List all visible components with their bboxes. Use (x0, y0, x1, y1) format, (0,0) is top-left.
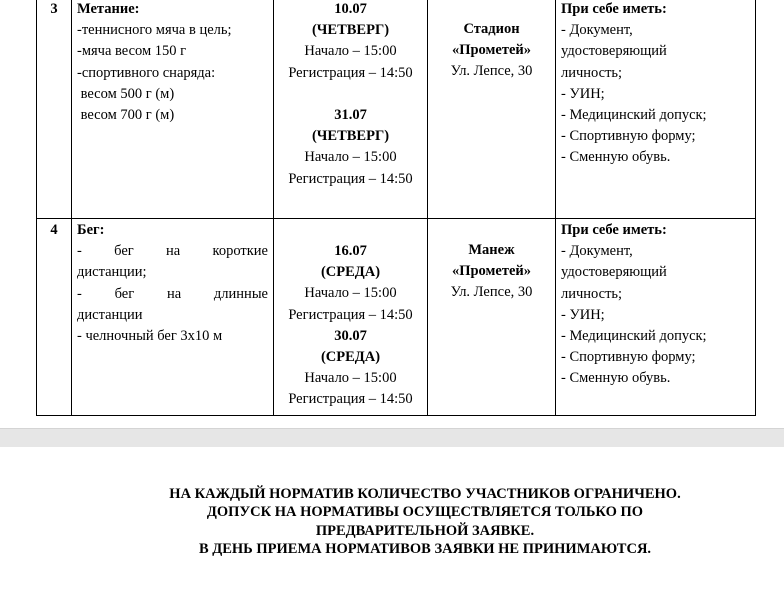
bring-item: удостоверяющий (561, 264, 667, 281)
place-block (433, 220, 550, 304)
page-separator (0, 428, 784, 448)
bring-item: - Сменную обувь. (561, 370, 671, 387)
date-cell (274, 219, 428, 416)
event-title: Метание: (77, 1, 140, 17)
table-row (37, 219, 756, 416)
date-block (279, 220, 422, 411)
row-number: 4 (37, 219, 72, 416)
event-item (77, 284, 268, 305)
notice-line: ДОПУСК НА НОРМАТИВЫ ОСУЩЕСТВЛЯЕТСЯ ТОЛЬКО ПО (206, 504, 644, 521)
session-registration: Регистрация – 14:50 (288, 391, 413, 408)
bring-cell (556, 219, 756, 416)
session-weekday: (СРЕДА) (320, 264, 381, 281)
bring-item: - Спортивную форму; (561, 349, 696, 366)
event-item-word: - (77, 243, 82, 260)
event-item-word: на (166, 285, 182, 302)
bring-item: - Спортивную форму; (561, 128, 696, 145)
row-number: 3 (37, 0, 72, 219)
session-weekday: (ЧЕТВЕРГ) (311, 128, 390, 145)
bring-item: - Медицинский допуск; (561, 107, 707, 124)
place-cell (428, 0, 556, 219)
event-title: Бег: (77, 222, 105, 238)
session-weekday: (ЧЕТВЕРГ) (311, 22, 390, 39)
notice-line: НА КАЖДЫЙ НОРМАТИВ КОЛИЧЕСТВО УЧАСТНИКОВ ОГРАНИЧЕНО. (169, 486, 681, 502)
place-name-quoted: «Прометей» (451, 263, 532, 280)
event-item: весом 500 г (м) (77, 85, 175, 102)
event-item-word: короткие (212, 243, 268, 260)
bring-cell (556, 0, 756, 219)
place-name-quoted: «Прометей» (451, 42, 532, 59)
bring-item: - УИН; (561, 85, 605, 102)
place-address: Ул. Лепсе, 30 (450, 284, 533, 301)
event-item: весом 700 г (м) (77, 107, 175, 124)
bring-item: - УИН; (561, 306, 605, 323)
document-page-bottom (0, 447, 784, 606)
session-date: 30.07 (334, 327, 367, 344)
session-date: 16.07 (334, 243, 367, 259)
bring-item: личность; (561, 64, 623, 81)
date-cell (274, 0, 428, 219)
event-cell (72, 0, 274, 219)
event-item-word: длинные (213, 285, 268, 302)
bring-item: - Документ, (561, 243, 633, 260)
notice-text (120, 485, 730, 559)
session-registration: Регистрация – 14:50 (288, 306, 413, 323)
session-start: Начало – 15:00 (304, 370, 397, 387)
event-item: дистанции (77, 306, 143, 323)
session-date: 31.07 (334, 107, 367, 123)
place-cell (428, 219, 556, 416)
event-item-word: на (166, 243, 181, 260)
notice-line: В ДЕНЬ ПРИЕМА НОРМАТИВОВ ЗАЯВКИ НЕ ПРИНИМАЮТСЯ. (198, 541, 652, 558)
place-block (433, 0, 550, 83)
session-start: Начало – 15:00 (304, 285, 397, 302)
notice-line: ПРЕДВАРИТЕЛЬНОЙ ЗАЯВКЕ. (315, 522, 535, 539)
event-item: дистанции; (77, 264, 147, 281)
event-item: - челночный бег 3х10 м (77, 328, 223, 345)
bring-item: - Документ, (561, 22, 633, 39)
event-item-word: бег (114, 285, 135, 302)
session-date: 10.07 (334, 1, 367, 17)
event-cell (72, 219, 274, 416)
session-registration: Регистрация – 14:50 (288, 64, 413, 81)
spacer (279, 84, 422, 105)
bring-item: личность; (561, 285, 623, 302)
event-item: -спортивного снаряда: (77, 64, 216, 81)
place-name: Стадион (463, 21, 520, 37)
event-item: -мяча весом 150 г (77, 43, 187, 60)
session-start: Начало – 15:00 (304, 149, 397, 166)
bring-item: удостоверяющий (561, 43, 667, 60)
event-item-word: бег (114, 243, 134, 260)
table-row (37, 0, 756, 219)
event-item (77, 241, 268, 262)
event-item: -теннисного мяча в цель; (77, 22, 232, 39)
bring-title: При себе иметь: (561, 1, 667, 17)
session-weekday: (СРЕДА) (320, 349, 381, 366)
event-item-word: - (77, 285, 82, 302)
session-registration: Регистрация – 14:50 (288, 170, 413, 187)
bring-item: - Сменную обувь. (561, 149, 671, 166)
bring-item: - Медицинский допуск; (561, 328, 707, 345)
place-name: Манеж (468, 242, 515, 258)
schedule-table (36, 0, 756, 416)
place-address: Ул. Лепсе, 30 (450, 63, 533, 80)
bring-title: При себе иметь: (561, 222, 667, 238)
session-start: Начало – 15:00 (304, 43, 397, 60)
